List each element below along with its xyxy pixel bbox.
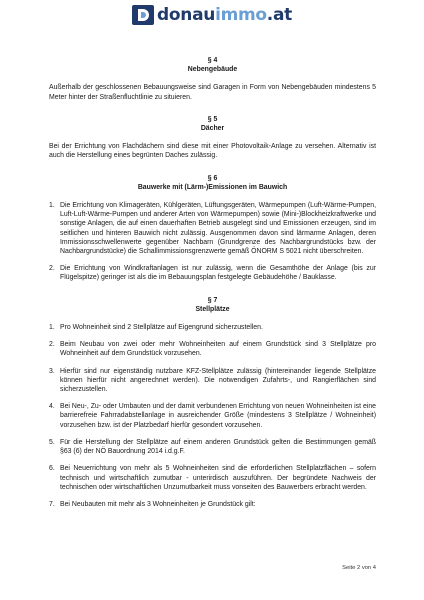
document-body <box>49 56 376 517</box>
list-item-number: 4. <box>49 403 55 411</box>
list-item-text: Beim Neubau von zwei oder mehr Wohneinheiten auf einem Grundstück sind 3 Stellplätze pro Wohneinheit auf dem Grundstück vorzusehen. <box>60 341 376 358</box>
list-item-text: Die Errichtung von Windkraftanlagen ist nur zulässig, wenn die Gesamthöhe der Anlage (bis zur Flügelspitze) geringer ist als die im Bebauungsplan festgelegte Gebäudehöhe / Bauklasse. <box>60 265 376 282</box>
list-item-number: 6. <box>49 465 55 473</box>
section-4-title: Nebengebäude <box>187 66 238 74</box>
section-7-title: Stellplätze <box>195 305 230 313</box>
section-6-list <box>49 201 376 283</box>
logo <box>0 3 424 27</box>
list-item <box>49 264 376 282</box>
list-item-text: Bei Neubauten mit mehr als 3 Wohneinheiten je Grundstück gilt: <box>60 500 256 508</box>
section-4-number: § 4 <box>207 57 218 64</box>
list-item <box>49 323 376 332</box>
section-5-title: Dächer <box>200 125 225 133</box>
section-5-number: § 5 <box>207 115 218 123</box>
logo-wordmark: donauimmo.at <box>157 5 292 25</box>
donauimmo-logo-icon <box>132 5 154 25</box>
list-item-text: Pro Wohneinheit sind 2 Stellplätze auf Eigengrund sicherzustellen. <box>60 324 263 332</box>
list-item <box>49 201 376 256</box>
list-item-number: 2. <box>49 265 55 273</box>
list-item-number: 2. <box>49 341 55 349</box>
list-item <box>49 402 376 430</box>
list-item <box>49 438 376 456</box>
list-item-text: Hierfür sind nur eigenständig nutzbare KFZ-Stellplätze zulässig (hintereinander liegende Stellplätze können hierfür nicht angerechnet werden). Die notwendigen Zufahrts-, und Rangierflächen sind sicherzustellen. <box>60 367 376 394</box>
list-item-text: Für die Herstellung der Stellplätze auf einem anderen Grundstück gelten die Bestimmungen gemäß §63 (6) der NÖ Bauordnung 2014 i.d.g.F. <box>60 438 376 456</box>
page-number: Seite 2 von 4 <box>342 565 376 571</box>
list-item-number: 1. <box>49 202 55 210</box>
list-item-number: 7. <box>49 500 55 508</box>
section-7-number: § 7 <box>207 296 218 304</box>
list-item-number: 1. <box>49 324 55 332</box>
list-item <box>49 500 376 509</box>
list-item-text: Die Errichtung von Klimageräten, Kühlgeräten, Lüftungsgeräten, Wärmepumpen (Luft-Wärme-Pumpen, Luft-Luft-Wärme-Pumpen und anderer Arten von Wärmepumpen) sowie (Mini-)Blockheizkraftwerke und sonstige Anlagen, die auf einen dauerhaften Betrieb ausgelegt sind und Emissionen erzeugen, sind im seitlichen und hinteren Bauwich nicht zulässig. Ausgenommen davon sind lärmarme Anlagen, deren Immissionsschwellenwerte gegenüber Nachbarn (Grundgrenze des Nachbargrundstücks bzw. der Nachbargrundstücke) die Schallimmissionsgrenzwerte gemäß ÖNORM S 5021 nicht überschreiten. <box>60 202 376 256</box>
list-item <box>49 464 376 492</box>
section-6-number: § 6 <box>207 174 218 182</box>
list-item-number: 3. <box>49 367 55 375</box>
section-4-text: Außerhalb der geschlossenen Bebauungsweise sind Garagen in Form von Nebengebäuden mindestens 5 Meter hinter der Straßenfluchtlinie zu situieren. <box>49 84 376 101</box>
section-7-list <box>49 323 376 509</box>
list-item-number: 5. <box>49 438 55 446</box>
list-item-text: Bei Neu-, Zu- oder Umbauten und der damit verbundenen Errichtung von neuen Wohneinheiten ist eine barrierefreie Fahrradabstellanlage in ausreichender Größe (mindestens 3 Stellplätze / Wohneinheit) vorzusehen bzw. ist der Platzbedarf hierfür gesondert vorzusehen. <box>60 403 376 429</box>
section-6-title: Bauwerke mit (Lärm-)Emissionen im Bauwich <box>137 183 288 191</box>
list-item <box>49 340 376 358</box>
list-item <box>49 367 376 395</box>
section-5-text: Bei der Errichtung von Flachdächern sind diese mit einer Photovoltaik-Anlage zu versehen. Alternativ ist auch die Herstellung eines begrünten Daches zulässig. <box>49 143 376 160</box>
list-item-text: Bei Neuerrichtung von mehr als 5 Wohneinheiten sind die erforderlichen Stellplatzflächen – sofern technisch und wirtschaftlich zumutbar - unterirdisch auszuführen. Der begründete Nachweis der technischen oder wirtschaftlichen Unzumutbarkeit muss vonseiten des Bauwerbers erbracht werden. <box>60 465 376 491</box>
